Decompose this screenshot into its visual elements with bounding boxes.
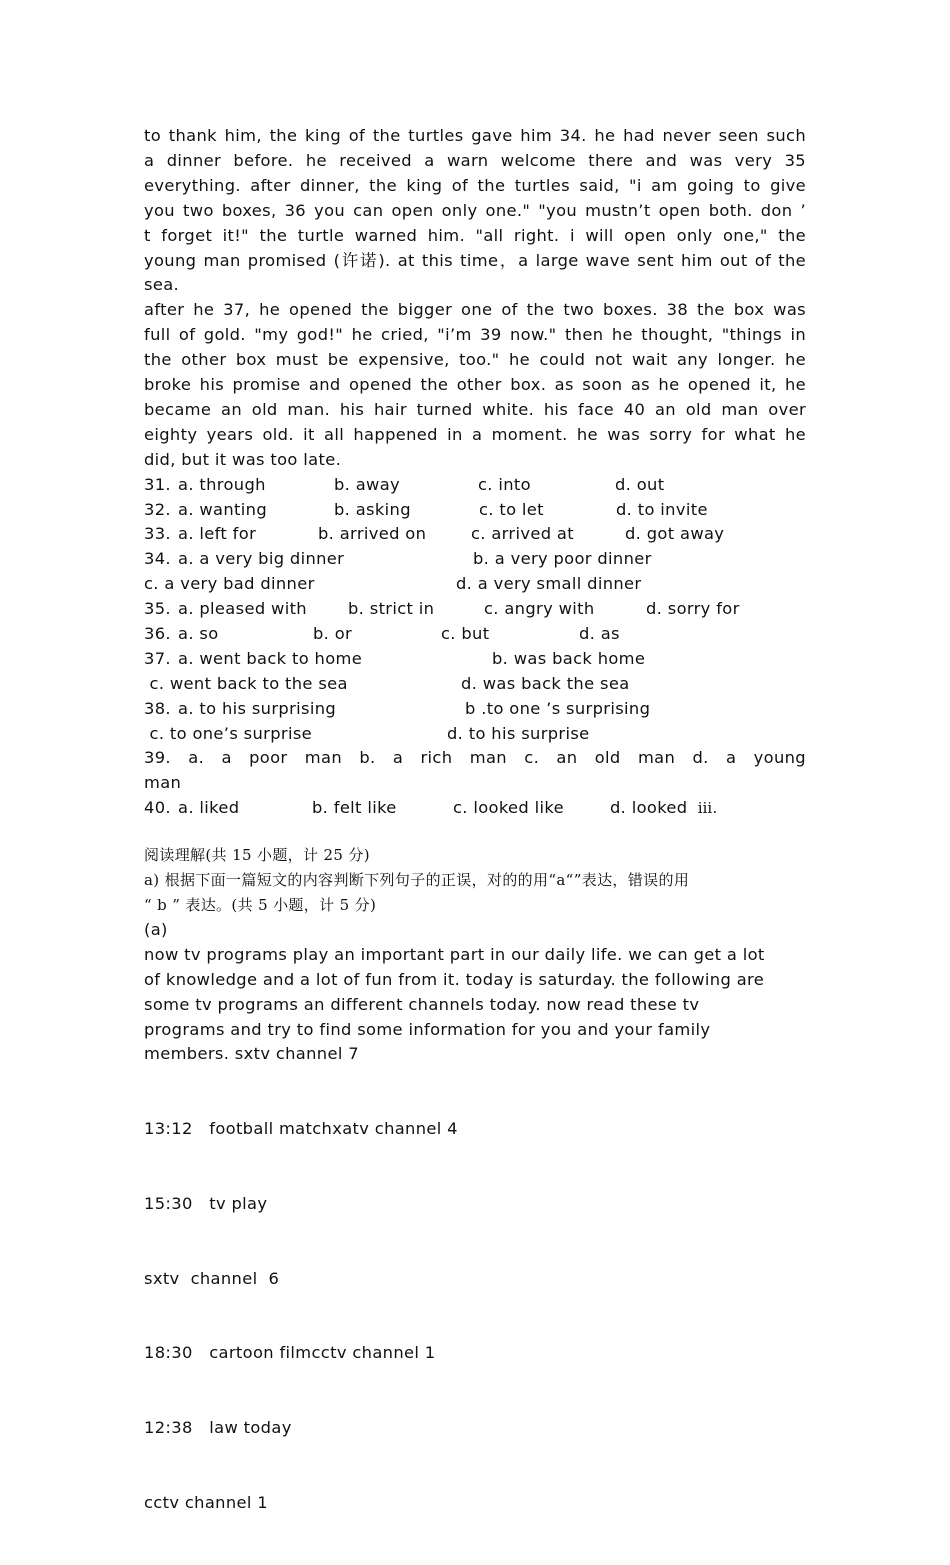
story-paragraph-2 <box>144 298 806 472</box>
option-d: d. was back the sea <box>461 673 630 693</box>
schedule-line: cctv channel 1 <box>144 1492 268 1512</box>
option-d: d. to invite <box>616 499 708 519</box>
instruction-line: a) 根据下面一篇短文的内容判断下列句子的正误，对的的用“a“”表达，错误的用 <box>144 871 690 890</box>
question-number: 34. <box>144 549 171 569</box>
option-c: c. to let <box>479 499 544 519</box>
section-heading: 阅读理解(共 15 小题，计 25 分) <box>144 846 370 865</box>
text-line: members. sxtv channel 7 <box>144 1044 359 1064</box>
option-d: d. got away <box>625 524 725 544</box>
option-c: c. to one’s surprise <box>144 723 313 743</box>
option-b: b. felt like <box>312 798 397 818</box>
question-number: 31. <box>144 474 171 494</box>
option-a: a. so <box>178 624 219 644</box>
text-line: the other box must be expensive, too." he could not wait any longer. he <box>144 350 806 370</box>
option-c: c. but <box>441 624 490 644</box>
question-number: 37. <box>144 648 171 668</box>
question-33 <box>144 522 806 547</box>
question-36 <box>144 622 806 647</box>
option-a: a. wanting <box>178 499 268 519</box>
question-35 <box>144 597 806 622</box>
text-line: now tv programs play an important part in our daily life. we can get a lot <box>144 944 765 964</box>
text-line: sea. <box>144 275 180 295</box>
option-b: b. arrived on <box>318 524 427 544</box>
option-a: a. liked <box>178 798 240 818</box>
option-c: c. looked like <box>453 798 564 818</box>
text-line: eighty years old. it all happened in a moment. he was sorry for what he <box>144 424 806 444</box>
text-line: young man promised (许诺). at this time，a large wave sent him out of the <box>144 250 806 270</box>
option-d: d. out <box>615 474 665 494</box>
schedule-line: 15:30 tv play <box>144 1193 268 1213</box>
option-c: c. arrived at <box>471 524 574 544</box>
question-number: 40. <box>144 798 171 818</box>
question-39: 39. a. a poor man b. a rich man c. an old man d. a young <box>144 748 806 768</box>
document-content <box>144 124 806 1565</box>
option-a: a. to his surprising <box>178 698 337 718</box>
text-line: a dinner before. he received a warn welcome there and was very 35 <box>144 150 806 170</box>
text-line: became an old man. his hair turned white. his face 40 an old man over <box>144 399 806 419</box>
option-a: a. through <box>178 474 266 494</box>
option-b: b. asking <box>334 499 411 519</box>
option-a: a. went back to home <box>178 648 363 668</box>
option-a: a. pleased with <box>178 599 307 619</box>
option-d: d. sorry for <box>646 599 740 619</box>
option-b: b. was back home <box>492 648 646 668</box>
text-line: after he 37, he opened the bigger one of the two boxes. 38 the box was <box>144 300 806 320</box>
option-c: c. into <box>478 474 531 494</box>
option-c: c. a very bad dinner <box>144 574 315 594</box>
passage-label: (a) <box>144 919 168 939</box>
question-number: 33. <box>144 524 171 544</box>
schedule-line: 13:12 football matchxatv channel 4 <box>144 1119 458 1139</box>
option-d: d. a very small dinner <box>456 574 642 594</box>
schedule-line: sxtv channel 6 <box>144 1268 280 1288</box>
question-37 <box>144 647 806 672</box>
instruction-line: “ b ” 表达。(共 5 小题，计 5 分) <box>144 896 377 914</box>
text-line: you two boxes, 36 you can open only one." "you mustn’t open both. don ’ <box>144 200 806 220</box>
question-32 <box>144 498 806 523</box>
option-b: b. a very poor dinner <box>473 549 652 569</box>
question-number: 38. <box>144 698 171 718</box>
text-line: broke his promise and opened the other box. as soon as he opened it, he <box>144 375 806 395</box>
text-line: everything. after dinner, the king of the turtles said, "i am going to give <box>144 175 806 195</box>
question-40 <box>144 796 806 821</box>
text-line: some tv programs an different channels today. now read these tv <box>144 994 700 1014</box>
reading-section <box>144 843 806 1565</box>
option-c: c. angry with <box>484 599 595 619</box>
question-37-cont <box>144 672 806 697</box>
question-number: 35. <box>144 599 171 619</box>
text-line: programs and try to find some information for you and your family <box>144 1019 711 1039</box>
question-39-cont: man <box>144 773 182 793</box>
option-c: c. went back to the sea <box>144 673 348 693</box>
question-34 <box>144 547 806 572</box>
question-number: 32. <box>144 499 171 519</box>
question-number: 36. <box>144 624 171 644</box>
option-b: b. or <box>313 624 353 644</box>
question-31 <box>144 473 806 498</box>
text-line: to thank him, the king of the turtles gave him 34. he had never seen such <box>144 126 806 145</box>
question-list <box>144 473 806 822</box>
text-line: of knowledge and a lot of fun from it. today is saturday. the following are <box>144 969 765 989</box>
option-d: d. to his surprise <box>447 723 590 743</box>
option-b: b .to one ’s surprising <box>465 698 651 718</box>
option-a: a. a very big dinner <box>178 549 345 569</box>
question-34-cont <box>144 572 806 597</box>
trailing-mark: ⅲ. <box>687 799 718 818</box>
story-paragraph-1 <box>144 124 806 298</box>
option-b: b. away <box>334 474 401 494</box>
schedule-line: 18:30 cartoon filmcctv channel 1 <box>144 1343 436 1363</box>
option-d: d. as <box>579 624 620 644</box>
schedule-line: 12:38 law today <box>144 1418 292 1438</box>
tv-schedule <box>144 1067 806 1565</box>
text-line: t forget it!" the turtle warned him. "all right. i will open only one," the <box>144 225 806 245</box>
text-line: did, but it was too late. <box>144 449 342 469</box>
option-b: b. strict in <box>348 599 435 619</box>
section-spacer <box>144 821 806 843</box>
question-38 <box>144 697 806 722</box>
text-line: full of gold. "my god!" he cried, "i’m 39 now." then he thought, "things in <box>144 325 806 345</box>
option-d: d. looked <box>610 798 688 818</box>
question-38-cont <box>144 722 806 747</box>
option-a: a. left for <box>178 524 257 544</box>
